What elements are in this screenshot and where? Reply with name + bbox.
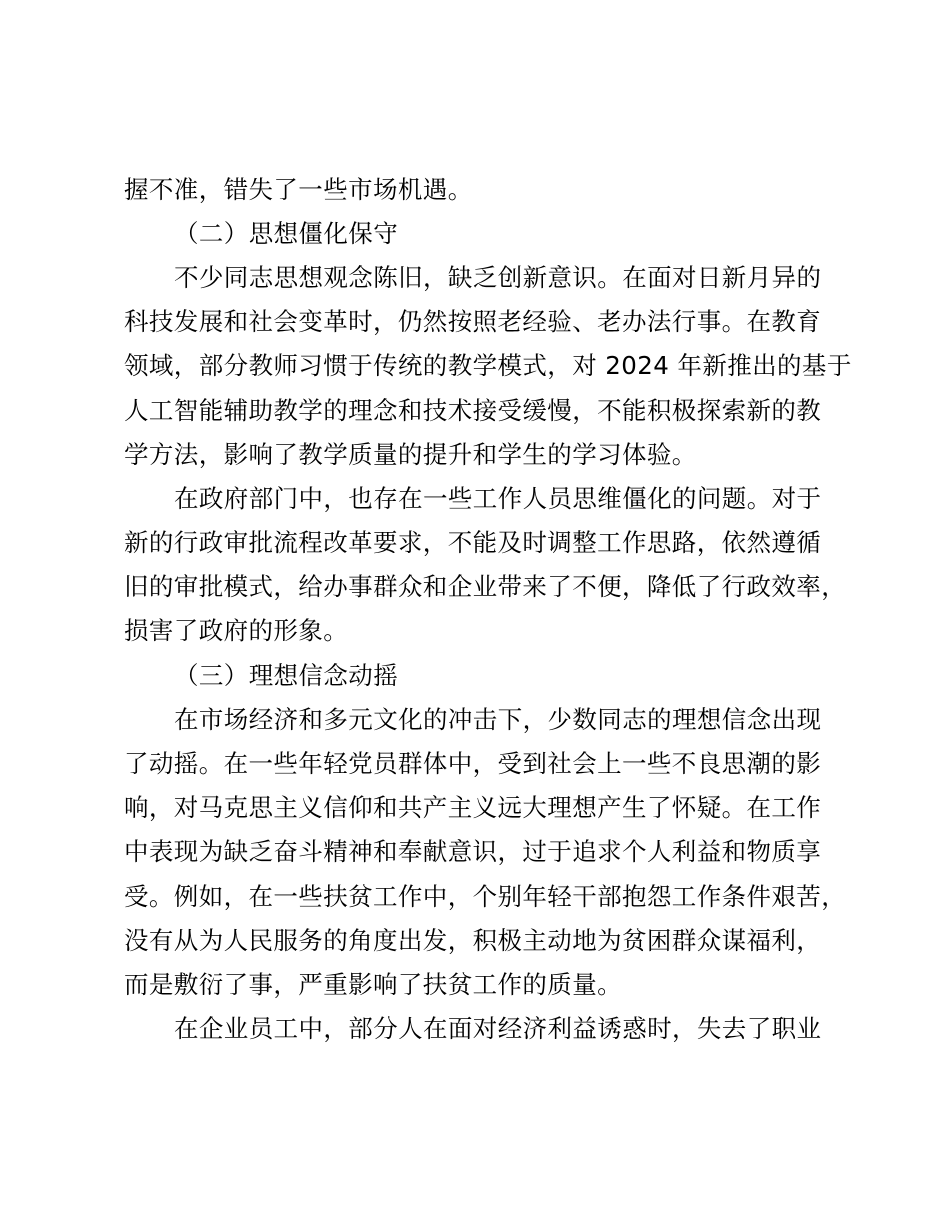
section-heading-3: （三）理想信念动摇 — [174, 661, 399, 690]
paragraph-line: 科技发展和社会变革时，仍然按照老经验、老办法行事。在教育 — [124, 307, 822, 336]
paragraph-line: 在企业员工中，部分人在面对经济利益诱惑时，失去了职业 — [174, 1014, 822, 1043]
paragraph-line: 握不准，错失了一些市场机遇。 — [124, 175, 473, 204]
paragraph-line: 学方法，影响了教学质量的提升和学生的学习体验。 — [124, 440, 697, 469]
paragraph-line: 受。例如，在一些扶贫工作中，个别年轻干部抱怨工作条件艰苦， — [124, 882, 847, 911]
paragraph-line: 在市场经济和多元文化的冲击下，少数同志的理想信念出现 — [174, 705, 822, 734]
paragraph-line: 旧的审批模式，给办事群众和企业带来了不便，降低了行政效率， — [124, 572, 847, 601]
paragraph-line: 领域，部分教师习惯于传统的教学模式，对 2024 年新推出的基于 — [124, 351, 852, 380]
paragraph-line: 损害了政府的形象。 — [124, 616, 349, 645]
paragraph-line: 在政府部门中，也存在一些工作人员思维僵化的问题。对于 — [174, 484, 822, 513]
paragraph-line: 不少同志思想观念陈旧，缺乏创新意识。在面对日新月异的 — [174, 263, 822, 292]
paragraph-line: 而是敷衍了事，严重影响了扶贫工作的质量。 — [124, 970, 622, 999]
paragraph-line: 了动摇。在一些年轻党员群体中，受到社会上一些不良思潮的影 — [124, 749, 822, 778]
section-heading-2: （二）思想僵化保守 — [174, 219, 399, 248]
paragraph-line: 没有从为人民服务的角度出发，积极主动地为贫困群众谋福利， — [124, 926, 822, 955]
paragraph-line: 响，对马克思主义信仰和共产主义远大理想产生了怀疑。在工作 — [124, 793, 822, 822]
paragraph-line: 人工智能辅助教学的理念和技术接受缓慢，不能积极探索新的教 — [124, 396, 822, 425]
paragraph-line: 新的行政审批流程改革要求，不能及时调整工作思路，依然遵循 — [124, 528, 822, 557]
paragraph-line: 中表现为缺乏奋斗精神和奉献意识，过于追求个人利益和物质享 — [124, 837, 822, 866]
